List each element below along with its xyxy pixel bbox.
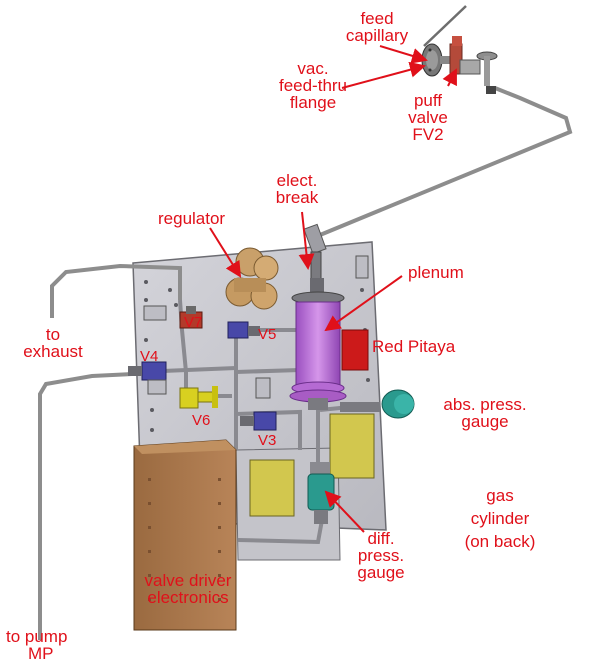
label-vac-flange-line2: feed-thru [278,76,348,95]
label-to-exhaust-line1: to [45,325,61,344]
yellow-enclosure-right [330,414,374,478]
label-elect-break-line1: elect. [276,171,318,190]
arrow-feed-capillary [380,46,426,60]
label-diff-press-gauge [346,530,416,581]
label-elect-break [262,172,332,206]
label-red-pitaya: Red Pitaya [372,337,456,356]
label-diff-press-gauge-line3: gauge [357,563,405,582]
label-v4: V4 [140,348,159,365]
label-gas-cylinder-line2: cylinder [470,509,530,528]
label-gas-cylinder [444,484,556,553]
label-vac-flange [258,60,368,111]
label-to-pump [6,628,67,662]
plenum [290,278,346,410]
label-gas-cylinder-line3: (on back) [464,532,536,551]
label-abs-press-gauge [420,396,550,430]
label-diff-press-gauge-line2: press. [357,546,405,565]
label-feed-capillary-line1: feed [360,9,394,28]
label-plenum: plenum [408,263,464,282]
label-to-exhaust-line2: exhaust [23,342,83,361]
label-feed-capillary-line2: capillary [345,26,409,45]
label-abs-press-gauge-line2: gauge [461,412,509,431]
label-abs-press-gauge-line1: abs. press. [443,395,527,414]
label-puff-valve-line1: puff [413,91,443,110]
label-gas-cylinder-line1: gas [486,486,514,505]
label-v5: V5 [258,326,277,343]
label-valve-driver-line1: valve driver [144,571,232,590]
label-puff-valve-line2: valve [408,108,448,127]
label-feed-capillary [322,10,432,44]
yellow-enclosure-lower [250,460,294,516]
label-v3: V3 [258,432,277,449]
label-elect-break-line2: break [275,188,319,207]
label-diff-press-gauge-line1: diff. [367,529,395,548]
label-to-pump-line2: MP [28,644,54,663]
vac-feed-thru-flange [422,44,452,76]
pump-line [40,374,132,640]
label-regulator: regulator [158,209,226,228]
label-puff-valve [398,92,458,143]
label-vac-flange-line1: vac. [297,59,329,78]
label-v6: V6 [192,412,211,429]
label-valve-driver-line2: electronics [147,588,229,607]
label-vac-flange-line3: flange [289,93,337,112]
puff-valve-fv2 [450,36,497,94]
label-v7: V7 [184,314,203,331]
label-to-exhaust [8,326,98,360]
label-to-pump-line1: to pump [6,627,68,646]
red-pitaya-board [342,330,368,370]
label-valve-driver [128,572,248,606]
label-puff-valve-line3: FV2 [412,125,444,144]
